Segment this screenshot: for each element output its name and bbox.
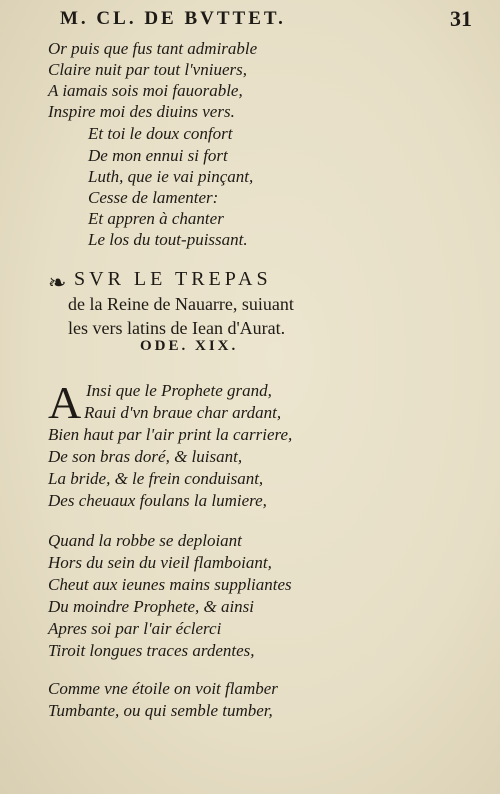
- verse-line: Quand la robbe se deploiant: [48, 531, 242, 550]
- verse-line: Tumbante, ou qui semble tumber,: [48, 701, 273, 720]
- drop-cap: A: [48, 377, 82, 428]
- verse-line: Cheut aux ieunes mains suppliantes: [48, 575, 292, 594]
- title-line-1: SVR LE TREPAS: [74, 268, 272, 290]
- verse-line: Apres soi par l'air éclerci: [48, 619, 222, 638]
- verse-line: La bride, & le frein conduisant,: [48, 469, 264, 488]
- verse-line: Comme vne étoile on voit flamber: [48, 679, 278, 698]
- ode-number: ODE. XIX.: [140, 338, 239, 354]
- verse-line: Du moindre Prophete, & ainsi: [48, 597, 255, 616]
- verse-line: A iamais sois moi fauorable,: [48, 81, 243, 100]
- verse-line: De mon ennui si fort: [88, 146, 228, 165]
- fleuron-icon: ❧: [48, 270, 67, 295]
- verse-line: Tiroit longues traces ardentes,: [48, 641, 255, 660]
- verse-line: Insi que le Prophete grand,: [86, 381, 272, 400]
- verse-line: Bien haut par l'air print la carriere,: [48, 425, 293, 444]
- verse-line: Et appren à chanter: [88, 209, 224, 228]
- page-number: 31: [450, 6, 472, 31]
- verse-line: Le los du tout-puissant.: [88, 230, 248, 249]
- verse-line: Inspire moi des diuins vers.: [48, 102, 235, 121]
- title-line-3: les vers latins de Iean d'Aurat.: [68, 318, 286, 338]
- verse-line: Claire nuit par tout l'vniuers,: [48, 60, 247, 79]
- title-line-2: de la Reine de Nauarre, suiuant: [68, 294, 294, 314]
- verse-line: Des cheuaux foulans la lumiere,: [48, 491, 267, 510]
- verse-line: De son bras doré, & luisant,: [48, 447, 243, 466]
- verse-line: Hors du sein du vieil flamboiant,: [48, 553, 272, 572]
- verse-line: Cesse de lamenter:: [88, 188, 219, 207]
- verse-line: Or puis que fus tant admirable: [48, 39, 258, 58]
- verse-line: Luth, que ie vai pinçant,: [88, 167, 254, 186]
- verse-line: Et toi le doux confort: [88, 124, 233, 143]
- running-head: M. CL. DE BVTTET.: [60, 8, 286, 29]
- verse-line: Raui d'vn braue char ardant,: [84, 403, 282, 422]
